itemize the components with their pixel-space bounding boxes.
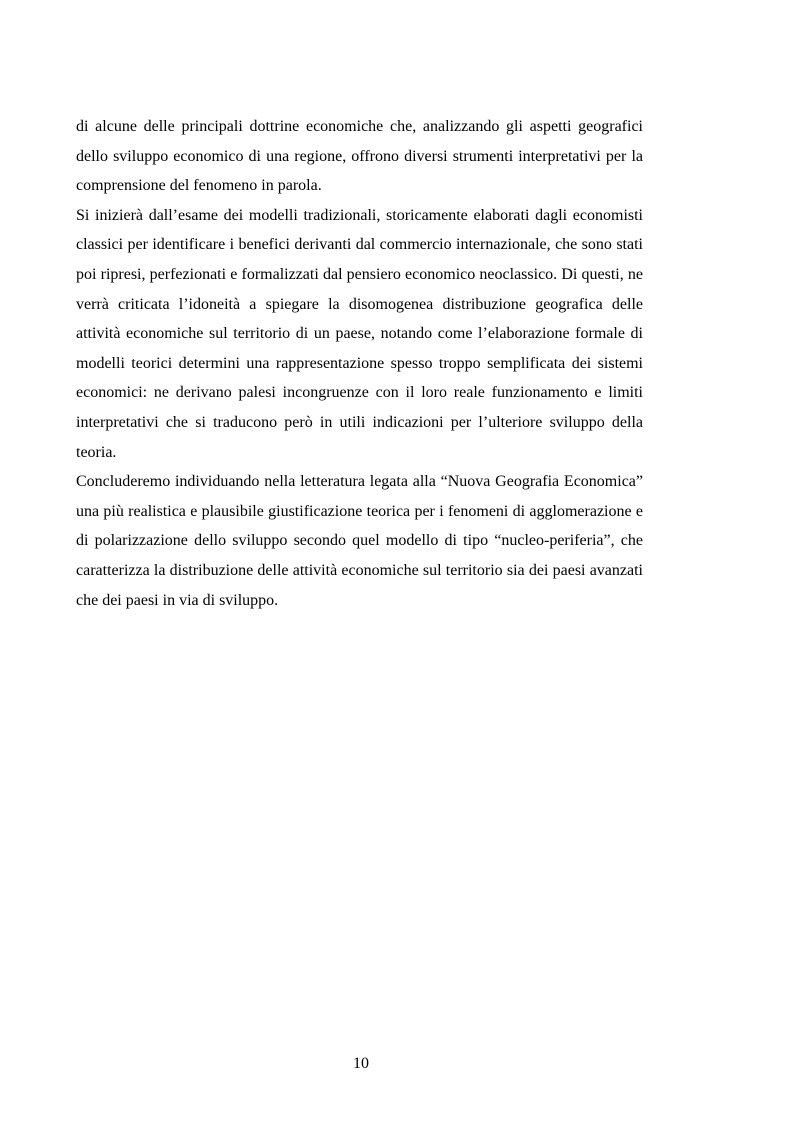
paragraph-intro: di alcune delle principali dottrine economiche che, analizzando gli aspetti geografici dello sviluppo economico di una regione, offrono diversi strumenti interpretativi per la comprensione del fenomeno in parola. [76, 118, 643, 195]
page-number: 10 [353, 1055, 369, 1072]
paragraph-traditional-models: Si inizierà dall’esame dei modelli tradizionali, storicamente elaborati dagli economisti classici per identificare i benefici derivanti dal commercio internazionale, che sono stati poi ripresi, perfezionati e formalizzati dal pensiero economico neoclassico. Di questi, ne verrà criticata l’idoneità a spiegare la disomogenea distribuzione geografica delle attività economiche sul territorio di un paese, notando come l’elaborazione formale di modelli teorici determini una rappresentazione spesso troppo semplificata dei sistemi economici: ne derivano palesi incongruenze con il loro reale funzionamento e limiti interpretativi che si traducono però in utili indicazioni per l’ulteriore sviluppo della teoria. [76, 206, 643, 461]
body-text [76, 112, 643, 615]
paragraph-conclusion: Concluderemo individuando nella letteratura legata alla “Nuova Geografia Economica” una più realistica e plausibile giustificazione teorica per i fenomeni di agglomerazione e di polarizzazione dello sviluppo secondo quel modello di tipo “nucleo-periferia”, che caratterizza la distribuzione delle attività economiche sul territorio sia dei paesi avanzati che dei paesi in via di sviluppo. [76, 473, 643, 609]
